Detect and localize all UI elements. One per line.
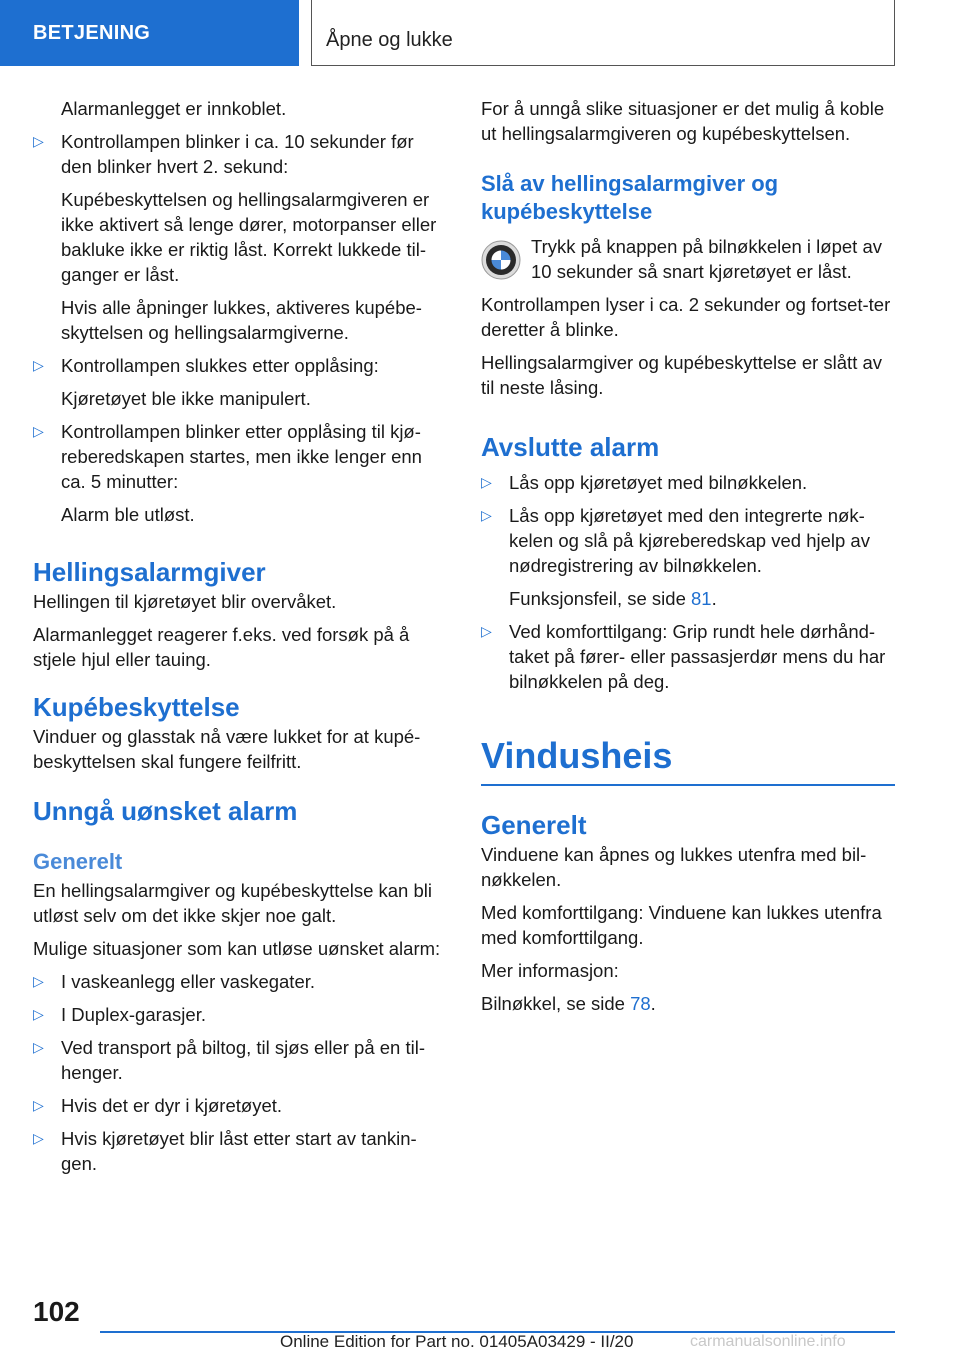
list-item [481, 470, 895, 495]
period: . [650, 992, 656, 1014]
section-tab: BETJENING [0, 0, 299, 66]
list-item [481, 619, 895, 694]
paragraph: Vinduene kan åpnes og lukkes utenfra med bil-nøkkelen. [481, 843, 867, 890]
paragraph: Med komforttilgang: Vinduene kan lukkes utenfra med komforttilgang. [481, 901, 882, 948]
paragraph [481, 991, 895, 1016]
list-item [33, 353, 443, 378]
watermark: carmanualsonline.info [690, 1333, 846, 1350]
list-item-text: Hvis kjøretøyet blir låst etter start av tankin-gen. [61, 1128, 417, 1174]
heading-hellingsalarmgiver: Hellingsalarmgiver [33, 557, 266, 587]
triangle-bullet-icon: ▷ [33, 1006, 44, 1022]
list-item-text: Ved komforttilgang: Grip rundt hele dørhånd-taket på fører- eller passasjerdør mens du har bilnøkkelen på deg. [509, 621, 886, 692]
triangle-bullet-icon: ▷ [33, 1097, 44, 1113]
paragraph: Mulige situasjoner som kan utløse uønsket alarm: [33, 938, 441, 959]
list-item [33, 419, 443, 494]
triangle-bullet-icon: ▷ [33, 973, 44, 989]
triangle-bullet-icon: ▷ [481, 474, 492, 490]
list-item-text: Kontrollampen blinker i ca. 10 sekunder før den blinker hvert 2. sekund: [61, 131, 414, 177]
heading-vindusheis: Vindusheis [481, 735, 673, 776]
triangle-bullet-icon: ▷ [33, 1039, 44, 1055]
section-rule [481, 784, 895, 786]
list-item [33, 129, 443, 179]
list-item-text: I Duplex-garasjer. [61, 1004, 206, 1025]
page-header [0, 0, 960, 66]
bmw-logo-icon [481, 240, 521, 280]
chapter-title: Åpne og lukke [311, 0, 895, 66]
heading-kupebeskyttelse: Kupébeskyttelse [33, 692, 240, 722]
paragraph: Vinduer og glasstak nå være lukket for at kupé-beskyttelsen skal fungere feilfritt. [33, 726, 421, 772]
list-item-text: Hvis det er dyr i kjøretøyet. [61, 1095, 283, 1116]
heading-sla-av: Slå av hellingsalarmgiver og kupébeskyttelse [481, 171, 779, 224]
paragraph: Kjøretøyet ble ikke manipulert. [61, 388, 311, 409]
list-item-text: Lås opp kjøretøyet med den integrerte nøk-kelen og slå på kjøreberedskap ved hjelp av nødregistrering av bilnøkkelen. [509, 505, 870, 576]
paragraph: En hellingsalarmgiver og kupébeskyttelse kan bli utløst selv om det ikke skjer noe galt. [33, 880, 432, 926]
list-item [33, 1126, 443, 1176]
triangle-bullet-icon: ▷ [481, 623, 492, 639]
paragraph: Alarmanlegget reagerer f.eks. ved forsøk på å stjele hjul eller tauing. [33, 624, 410, 670]
list-item [33, 1002, 443, 1027]
cross-ref-text: Funksjonsfeil, se side [509, 588, 692, 609]
triangle-bullet-icon: ▷ [33, 423, 44, 439]
page-link-78[interactable]: 78 [630, 992, 651, 1014]
paragraph [481, 586, 895, 611]
paragraph: Trykk på knappen på bilnøkkelen i løpet av 10 sekunder så snart kjøretøyet er låst. [531, 236, 882, 282]
button-instruction [481, 234, 895, 284]
triangle-bullet-icon: ▷ [481, 507, 492, 523]
left-column [33, 96, 443, 1184]
triangle-bullet-icon: ▷ [33, 1130, 44, 1146]
list-item-text: Kontrollampen slukkes etter opplåsing: [61, 355, 379, 376]
heading-unnga-alarm: Unngå uønsket alarm [33, 796, 298, 826]
cross-ref-text: Bilnøkkel, se side [481, 992, 631, 1014]
list-item-text: Ved transport på biltog, til sjøs eller på en til-henger. [61, 1037, 426, 1083]
paragraph: Hellingen til kjøretøyet blir overvåket. [33, 591, 337, 612]
paragraph: Alarm ble utløst. [61, 504, 195, 525]
paragraph: For å unngå slike situasjoner er det mulig å koble ut hellingsalarmgiveren og kupébeskyttelsen. [481, 98, 885, 144]
period: . [711, 588, 717, 609]
triangle-bullet-icon: ▷ [33, 133, 44, 149]
list-item [33, 1093, 443, 1118]
list-item [481, 503, 895, 578]
paragraph: Kontrollampen lyser i ca. 2 sekunder og fortset-ter deretter å blinke. [481, 294, 891, 340]
paragraph: Hvis alle åpninger lukkes, aktiveres kupébe-skyttelsen og hellingsalarmgiverne. [61, 297, 422, 343]
list-item [33, 1035, 443, 1085]
heading-avslutte-alarm: Avslutte alarm [481, 432, 660, 462]
list-item [33, 969, 443, 994]
list-item-text: Lås opp kjøretøyet med bilnøkkelen. [509, 472, 808, 493]
edition-text: Online Edition for Part no. 01405A03429 - II/20 [280, 1332, 634, 1351]
list-item-text: Kontrollampen blinker etter opplåsing til kjø-reberedskapen startes, men ikke lenger enn ca. 5 minutter: [61, 421, 422, 492]
heading-generelt: Generelt [481, 809, 587, 840]
paragraph: Kupébeskyttelsen og hellingsalarmgiveren er ikke aktivert så lenge dører, motorpanser eller bakluke ikke er riktig låst. Korrekt lukkede til-ganger er låst. [61, 189, 437, 285]
triangle-bullet-icon: ▷ [33, 357, 44, 373]
subheading-generelt: Generelt [33, 849, 123, 874]
paragraph: Alarmanlegget er innkoblet. [61, 98, 287, 119]
page-number: 102 [33, 1296, 80, 1327]
page-link-81[interactable]: 81 [691, 588, 712, 609]
list-item-text: I vaskeanlegg eller vaskegater. [61, 971, 316, 992]
paragraph: Hellingsalarmgiver og kupébeskyttelse er slått av til neste låsing. [481, 352, 883, 398]
right-column [481, 96, 895, 1024]
paragraph: Mer informasjon: [481, 959, 619, 981]
